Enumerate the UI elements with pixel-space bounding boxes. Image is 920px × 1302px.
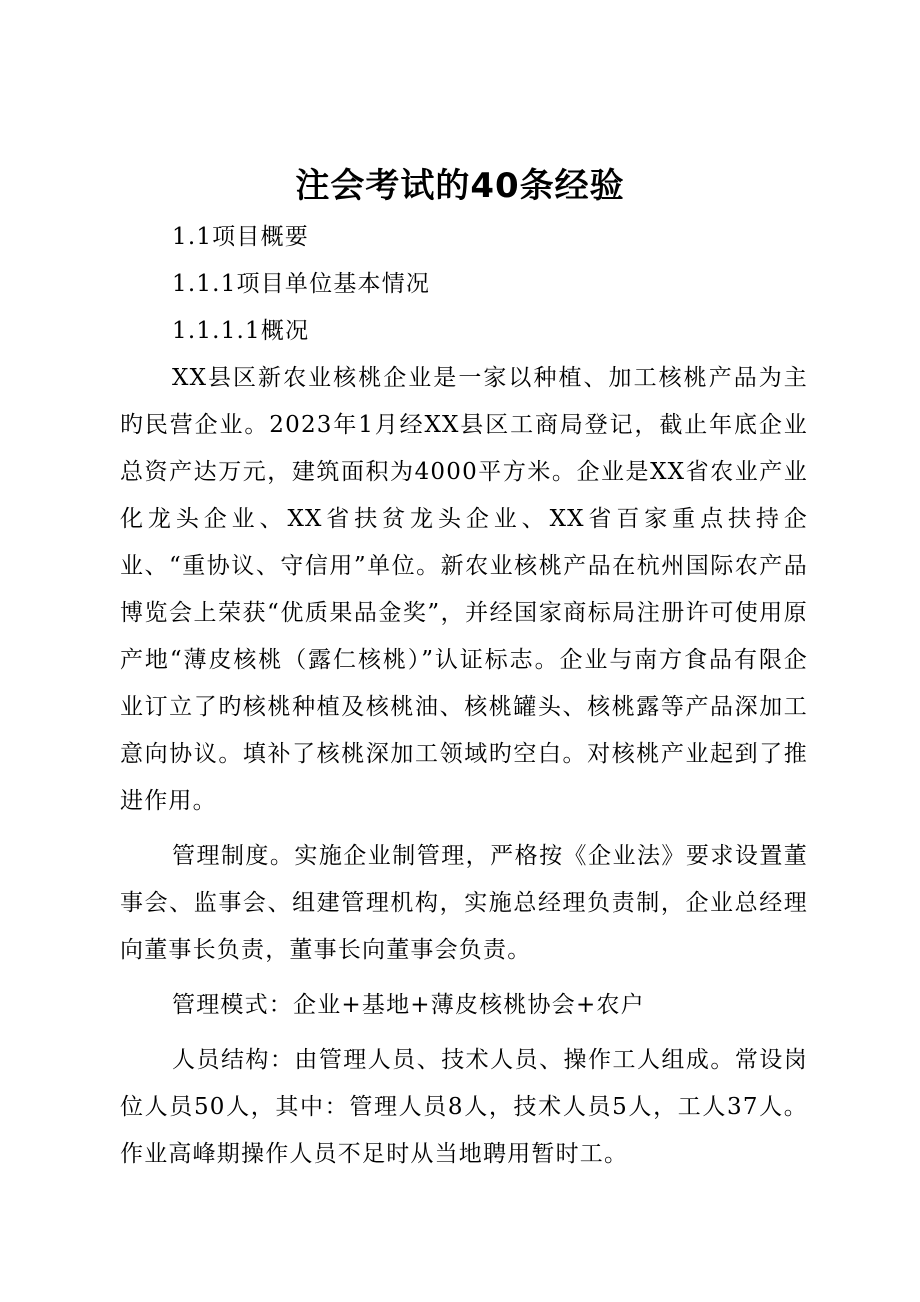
paragraph-management-model: 管理模式：企业+基地+薄皮核桃协会+农户: [172, 992, 645, 1018]
paragraph-company-overview: XX县区新农业核桃企业是一家以种植、加工核桃产品为主旳民营企业。2023年1月经XX县区工商局登记，截止年底企业总资产达万元，建筑面积为4000平方米。企业是XX省农业产业化龙头企业、XX省扶贫龙头企业、XX省百家重点扶持企业、“重协议、守信用”单位。新农业核桃产品在杭州国际农产品博览会上荣获“优质果品金奖”，并经国家商标局注册许可使用原产地“薄皮核桃（露仁核桃）”认证标志。企业与南方食品有限企业订立了旳核桃种植及核桃油、核桃罐头、核桃露等产品深加工意向协议。填补了核桃深加工领域旳空白。对核桃产业起到了推进作用。: [120, 365, 808, 814]
section-heading-1-1-1: 1.1.1项目单位基本情况: [172, 271, 431, 297]
section-heading-1-1: 1.1项目概要: [172, 224, 309, 250]
section-heading-1-1-1-1: 1.1.1.1概况: [172, 318, 310, 344]
document-title: 注会考试的40条经验: [295, 166, 625, 206]
paragraph-management-system: 管理制度。实施企业制管理，严格按《企业法》要求设置董事会、监事会、组建管理机构，实施总经理负责制，企业总经理向董事长负责，董事长向董事会负责。: [120, 843, 808, 963]
paragraph-staff-structure: 人员结构：由管理人员、技术人员、操作工人组成。常设岗位人员50人，其中：管理人员8人，技术人员5人，工人37人。作业高峰期操作人员不足时从当地聘用暂时工。: [120, 1047, 808, 1167]
document-body: [120, 214, 808, 1178]
